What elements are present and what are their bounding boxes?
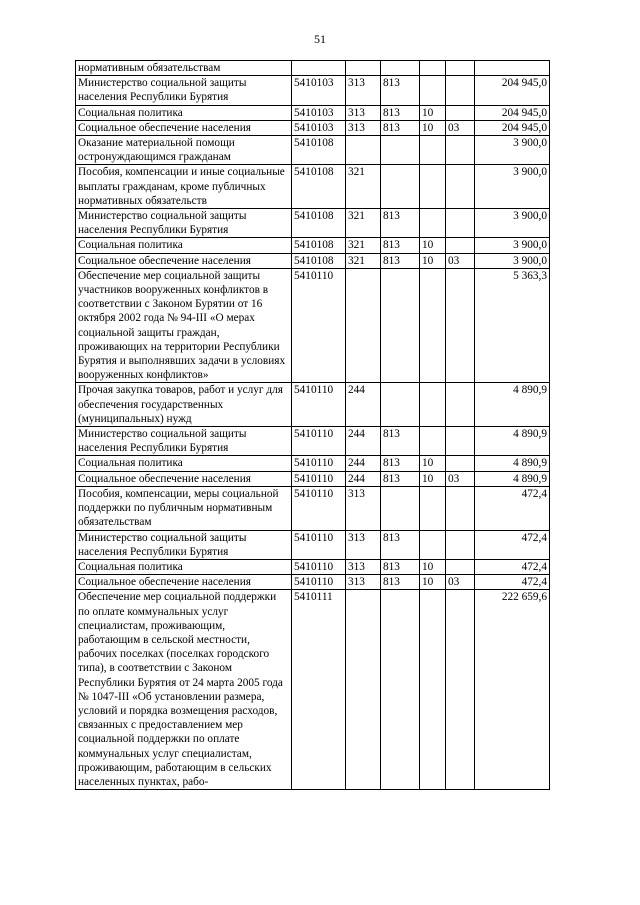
- row-rz-cell: 10: [420, 253, 446, 268]
- row-csr-cell: 5410108: [292, 165, 346, 209]
- row-csr-cell: 5410110: [292, 559, 346, 574]
- row-grbs-cell: 813: [381, 76, 420, 105]
- table-row: [76, 575, 550, 590]
- table-row: [76, 209, 550, 238]
- row-pr-cell: 03: [446, 471, 475, 486]
- row-rz-cell: [420, 136, 446, 165]
- table-row: [76, 238, 550, 253]
- row-name-cell: Социальная политика: [76, 238, 292, 253]
- row-grbs-cell: 813: [381, 120, 420, 135]
- row-name-cell: Обеспечение мер социальной поддержки по оплате коммунальных услуг специалистам, проживающим, работающим в сельской местности, рабочих поселках (поселках городского типа), в соответствии с Законом Республики Бурятия от 24 марта 2005 года № 1047-III «Об установлении размера, условий и порядка возмещения расходов, связанных с предоставлением мер социальной поддержки по оплате коммунальных услуг специалистам, проживающим, работающим в сельских населенных пунктах, рабо-: [76, 590, 292, 790]
- table-row: [76, 559, 550, 574]
- row-rz-cell: [420, 383, 446, 427]
- row-rz-cell: [420, 165, 446, 209]
- row-name-cell: Социальная политика: [76, 559, 292, 574]
- table-row: [76, 268, 550, 383]
- row-vr-cell: [346, 268, 381, 383]
- row-pr-cell: [446, 559, 475, 574]
- row-grbs-cell: 813: [381, 105, 420, 120]
- page-number: 51: [314, 32, 326, 46]
- row-sum-cell: 4 890,9: [475, 427, 550, 456]
- row-grbs-cell: 813: [381, 253, 420, 268]
- row-csr-cell: 5410111: [292, 590, 346, 790]
- row-csr-cell: [292, 61, 346, 76]
- row-pr-cell: [446, 238, 475, 253]
- row-vr-cell: 313: [346, 530, 381, 559]
- row-grbs-cell: [381, 383, 420, 427]
- table-row: [76, 120, 550, 135]
- row-name-cell: Пособия, компенсации, меры социальной поддержки по публичным нормативным обязательствам: [76, 486, 292, 530]
- row-vr-cell: 244: [346, 383, 381, 427]
- table-row: [76, 456, 550, 471]
- row-name-cell: Социальное обеспечение населения: [76, 575, 292, 590]
- row-csr-cell: 5410110: [292, 456, 346, 471]
- row-sum-cell: 472,4: [475, 530, 550, 559]
- table-row: [76, 105, 550, 120]
- row-vr-cell: 244: [346, 456, 381, 471]
- row-sum-cell: 204 945,0: [475, 76, 550, 105]
- row-name-cell: Министерство социальной защиты населения Республики Бурятия: [76, 530, 292, 559]
- row-csr-cell: 5410110: [292, 427, 346, 456]
- row-grbs-cell: 813: [381, 575, 420, 590]
- table-row: [76, 590, 550, 790]
- row-grbs-cell: 813: [381, 238, 420, 253]
- row-grbs-cell: [381, 165, 420, 209]
- row-name-cell: Пособия, компенсации и иные социальные выплаты гражданам, кроме публичных нормативных обязательств: [76, 165, 292, 209]
- row-sum-cell: 3 900,0: [475, 136, 550, 165]
- row-grbs-cell: [381, 136, 420, 165]
- row-name-cell: Прочая закупка товаров, работ и услуг для обеспечения государственных (муниципальных) нужд: [76, 383, 292, 427]
- row-rz-cell: 10: [420, 471, 446, 486]
- row-sum-cell: 472,4: [475, 575, 550, 590]
- row-grbs-cell: 813: [381, 209, 420, 238]
- row-grbs-cell: [381, 590, 420, 790]
- row-pr-cell: [446, 165, 475, 209]
- row-vr-cell: 244: [346, 471, 381, 486]
- row-sum-cell: 204 945,0: [475, 105, 550, 120]
- row-vr-cell: 313: [346, 575, 381, 590]
- row-name-cell: Министерство социальной защиты населения Республики Бурятия: [76, 76, 292, 105]
- row-grbs-cell: [381, 61, 420, 76]
- budget-table-body: [76, 61, 550, 790]
- row-grbs-cell: 813: [381, 456, 420, 471]
- table-row: [76, 136, 550, 165]
- row-csr-cell: 5410110: [292, 268, 346, 383]
- row-pr-cell: [446, 136, 475, 165]
- row-grbs-cell: [381, 268, 420, 383]
- row-sum-cell: 3 900,0: [475, 238, 550, 253]
- row-vr-cell: 313: [346, 559, 381, 574]
- table-row: [76, 427, 550, 456]
- row-rz-cell: 10: [420, 120, 446, 135]
- row-csr-cell: 5410103: [292, 120, 346, 135]
- row-rz-cell: 10: [420, 575, 446, 590]
- row-pr-cell: [446, 383, 475, 427]
- row-rz-cell: [420, 76, 446, 105]
- table-row: [76, 165, 550, 209]
- row-vr-cell: 321: [346, 209, 381, 238]
- row-pr-cell: [446, 590, 475, 790]
- row-name-cell: Министерство социальной защиты населения Республики Бурятия: [76, 427, 292, 456]
- row-name-cell: Министерство социальной защиты населения Республики Бурятия: [76, 209, 292, 238]
- row-grbs-cell: 813: [381, 530, 420, 559]
- row-pr-cell: 03: [446, 120, 475, 135]
- row-vr-cell: 321: [346, 165, 381, 209]
- row-vr-cell: 244: [346, 427, 381, 456]
- row-pr-cell: [446, 105, 475, 120]
- table-row: [76, 61, 550, 76]
- table-row: [76, 471, 550, 486]
- row-csr-cell: 5410103: [292, 76, 346, 105]
- row-pr-cell: [446, 61, 475, 76]
- row-pr-cell: [446, 268, 475, 383]
- row-csr-cell: 5410108: [292, 136, 346, 165]
- row-name-cell: нормативным обязательствам: [76, 61, 292, 76]
- row-pr-cell: [446, 209, 475, 238]
- row-rz-cell: [420, 209, 446, 238]
- row-vr-cell: 321: [346, 253, 381, 268]
- table-row: [76, 530, 550, 559]
- row-vr-cell: [346, 590, 381, 790]
- row-vr-cell: 313: [346, 486, 381, 530]
- row-sum-cell: 4 890,9: [475, 383, 550, 427]
- row-csr-cell: 5410110: [292, 575, 346, 590]
- row-pr-cell: [446, 76, 475, 105]
- row-grbs-cell: 813: [381, 471, 420, 486]
- row-grbs-cell: 813: [381, 427, 420, 456]
- row-rz-cell: [420, 590, 446, 790]
- row-csr-cell: 5410108: [292, 253, 346, 268]
- row-name-cell: Обеспечение мер социальной защиты участников вооруженных конфликтов в соответствии с Законом Бурятии от 16 октября 2002 года № 94-III «О мерах социальной защиты граждан, проживающих на территории Республики Бурятия и выполнявших задачи в условиях вооруженных конфликтов»: [76, 268, 292, 383]
- row-sum-cell: 3 900,0: [475, 209, 550, 238]
- row-rz-cell: [420, 427, 446, 456]
- row-sum-cell: 4 890,9: [475, 471, 550, 486]
- row-vr-cell: 321: [346, 238, 381, 253]
- row-rz-cell: 10: [420, 105, 446, 120]
- row-vr-cell: 313: [346, 76, 381, 105]
- row-sum-cell: 204 945,0: [475, 120, 550, 135]
- row-name-cell: Социальное обеспечение населения: [76, 471, 292, 486]
- row-name-cell: Социальная политика: [76, 105, 292, 120]
- row-name-cell: Социальная политика: [76, 456, 292, 471]
- row-vr-cell: 313: [346, 105, 381, 120]
- row-sum-cell: 472,4: [475, 559, 550, 574]
- row-sum-cell: 222 659,6: [475, 590, 550, 790]
- row-vr-cell: [346, 61, 381, 76]
- table-row: [76, 76, 550, 105]
- row-csr-cell: 5410110: [292, 383, 346, 427]
- row-pr-cell: [446, 456, 475, 471]
- row-sum-cell: 3 900,0: [475, 253, 550, 268]
- table-row: [76, 253, 550, 268]
- row-csr-cell: 5410110: [292, 486, 346, 530]
- row-rz-cell: [420, 61, 446, 76]
- row-pr-cell: 03: [446, 575, 475, 590]
- row-rz-cell: 10: [420, 456, 446, 471]
- row-name-cell: Оказание материальной помощи остронуждающимся гражданам: [76, 136, 292, 165]
- row-rz-cell: 10: [420, 238, 446, 253]
- row-vr-cell: [346, 136, 381, 165]
- table-row: [76, 383, 550, 427]
- row-pr-cell: [446, 486, 475, 530]
- row-sum-cell: 5 363,3: [475, 268, 550, 383]
- row-sum-cell: [475, 61, 550, 76]
- row-csr-cell: 5410108: [292, 209, 346, 238]
- row-csr-cell: 5410110: [292, 471, 346, 486]
- row-rz-cell: 10: [420, 559, 446, 574]
- row-rz-cell: [420, 530, 446, 559]
- row-csr-cell: 5410103: [292, 105, 346, 120]
- table-row: [76, 486, 550, 530]
- row-sum-cell: 3 900,0: [475, 165, 550, 209]
- row-pr-cell: 03: [446, 253, 475, 268]
- row-pr-cell: [446, 530, 475, 559]
- row-csr-cell: 5410110: [292, 530, 346, 559]
- row-rz-cell: [420, 486, 446, 530]
- row-grbs-cell: 813: [381, 559, 420, 574]
- row-sum-cell: 472,4: [475, 486, 550, 530]
- row-sum-cell: 4 890,9: [475, 456, 550, 471]
- row-name-cell: Социальное обеспечение населения: [76, 253, 292, 268]
- row-name-cell: Социальное обеспечение населения: [76, 120, 292, 135]
- budget-table: [75, 60, 550, 790]
- row-vr-cell: 313: [346, 120, 381, 135]
- row-csr-cell: 5410108: [292, 238, 346, 253]
- row-pr-cell: [446, 427, 475, 456]
- row-grbs-cell: [381, 486, 420, 530]
- row-rz-cell: [420, 268, 446, 383]
